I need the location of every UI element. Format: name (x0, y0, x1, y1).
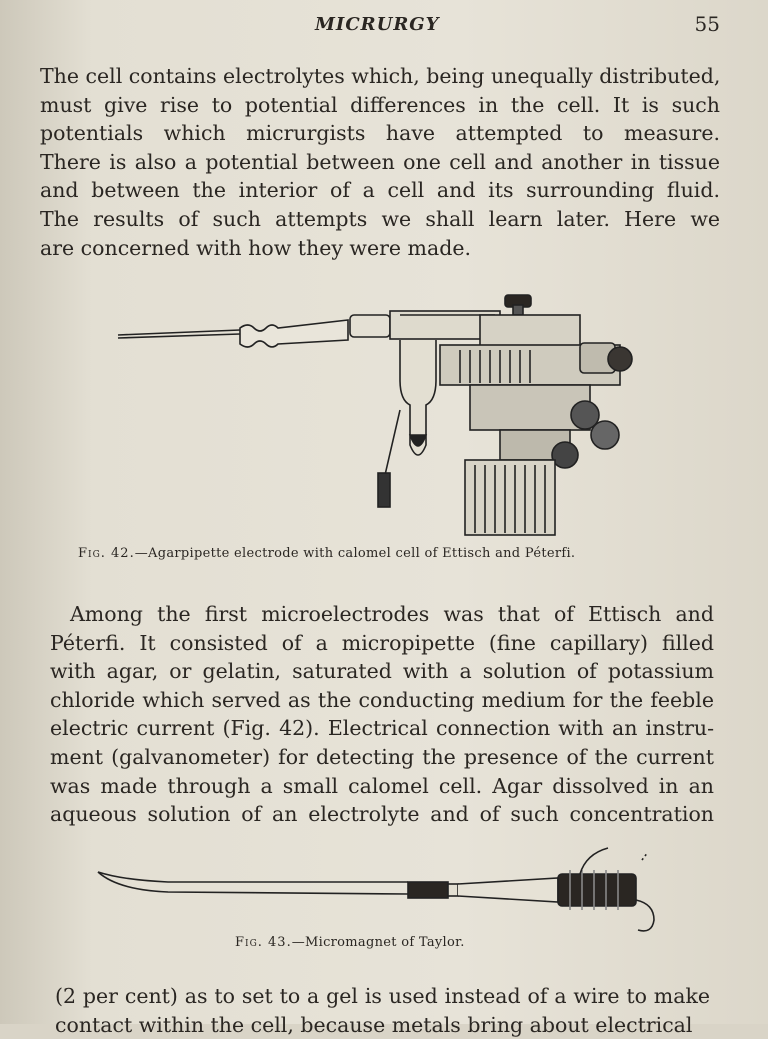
text-line: electric current (Fig. 42). Electrical connection with an instru- (50, 716, 714, 741)
figure-42-caption (78, 546, 575, 561)
page-header (0, 10, 768, 40)
figure-42-caption-text: —Agarpipette electrode with calomel cell of Ettisch and Péterfi. (134, 546, 576, 561)
text-line: potentials which micrurgists have attempted to measure. (40, 121, 720, 146)
text-line: must give rise to potential differences in the cell. It is such (40, 92, 720, 117)
paragraph-2 (50, 600, 714, 829)
text-line: aqueous solution of an electrolyte and of such concentration (50, 802, 714, 827)
text-line: and between the interior of a cell and its surrounding fluid. (40, 178, 720, 203)
figure-43-caption (235, 935, 465, 950)
text-line: Péterfi. It consisted of a micropipette (fine capillary) filled (50, 630, 714, 655)
text-line: The cell contains electrolytes which, being unequally distributed, (40, 64, 721, 88)
text-line: are concerned with how they were made. (40, 235, 471, 260)
text-line: with agar, or gelatin, saturated with a solution of potassium (50, 659, 714, 684)
text-line: There is also a potential between one cell and another in tissue (40, 149, 720, 174)
text-line: contact within the cell, because metals bring about electrical (55, 1012, 693, 1037)
text-line: The results of such attempts we shall learn later. Here we (40, 206, 720, 231)
text-line: ment (galvanometer) for detecting the presence of the current (50, 744, 714, 769)
figure-42-label: Fig. 42. (78, 546, 135, 561)
figure-42-illustration (110, 285, 650, 540)
paragraph-3 (55, 982, 710, 1039)
text-line: (2 per cent) as to set to a gel is used instead of a wire to make (55, 984, 710, 1008)
page-number: 55 (694, 12, 720, 36)
figure-43-illustration (90, 840, 670, 935)
figure-43-label: Fig. 43. (235, 935, 292, 950)
figure-43-caption-text: —Micromagnet of Taylor. (291, 935, 465, 950)
paragraph-1 (40, 62, 720, 262)
running-head: MICRURGY (315, 14, 440, 35)
text-line: Among the first microelectrodes was that of Ettisch and (70, 602, 714, 626)
text-line: chloride which served as the conducting medium for the feeble (50, 687, 714, 712)
text-line: was made through a small calomel cell. Agar dissolved in an (50, 773, 714, 798)
